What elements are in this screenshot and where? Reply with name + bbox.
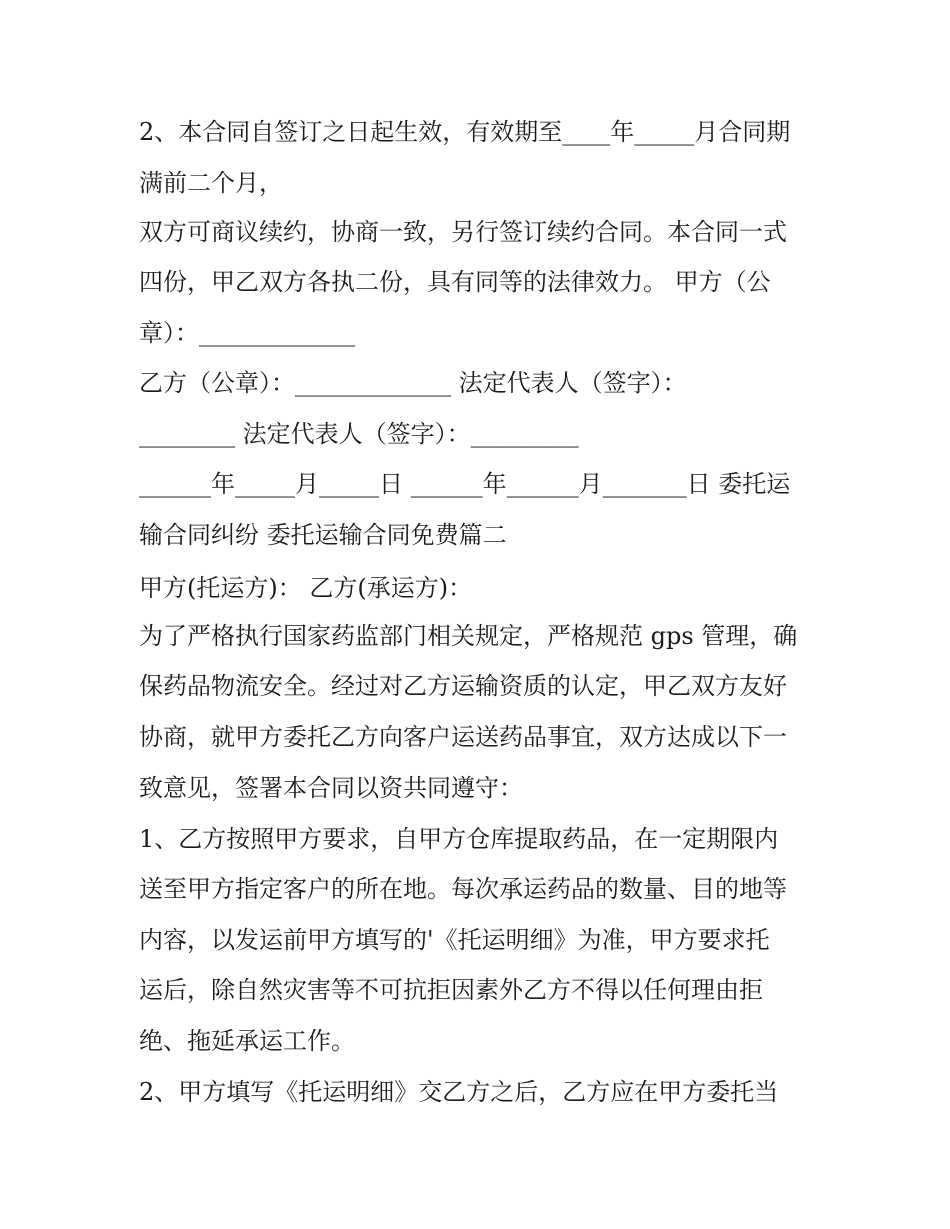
text-line: ______年_____月_____日 ______年______月_______日 委托运 — [139, 470, 791, 498]
text-line: 保药品物流安全。经过对乙方运输资质的认定，甲乙双方友好 — [139, 672, 787, 700]
text-line: 2、本合同自签订之日起生效，有效期至____年_____月合同期 — [139, 118, 791, 146]
text-line: 送至甲方指定客户的所在地。每次承运药品的数量、目的地等 — [139, 875, 787, 903]
text-line: 内容，以发运前甲方填写的'《托运明细》为准，甲方要求托 — [139, 926, 770, 954]
text-line: 四份，甲乙双方各执二份，具有同等的法律效力。 甲方（公 — [139, 268, 771, 296]
text-line: 1、乙方按照甲方要求，自甲方仓库提取药品，在一定期限内 — [139, 825, 779, 853]
text-line: 绝、拖延承运工作。 — [139, 1027, 355, 1055]
text-line: 协商，就甲方委托乙方向客户运送药品事宜，双方达成以下一 — [139, 723, 787, 751]
text-line: 为了严格执行国家药监部门相关规定，严格规范 gps 管理，确 — [139, 622, 798, 650]
text-line: 甲方(托运方)： 乙方(承运方)： — [139, 574, 473, 602]
text-line: ________ 法定代表人（签字）：_________ — [139, 420, 579, 448]
text-line: 输合同纠纷 委托运输合同免费篇二 — [139, 521, 507, 549]
text-line: 章）：_____________ — [139, 319, 355, 347]
text-line: 满前二个月， — [139, 169, 283, 197]
text-line: 2、甲方填写《托运明细》交乙方之后，乙方应在甲方委托当 — [139, 1078, 779, 1106]
text-line: 致意见，签署本合同以资共同遵守： — [139, 774, 523, 802]
text-line: 乙方（公章）：_____________ 法定代表人（签字）： — [139, 369, 687, 397]
text-line: 双方可商议续约，协商一致，另行签订续约合同。本合同一式 — [139, 218, 787, 246]
text-line: 运后，除自然灾害等不可抗拒因素外乙方不得以任何理由拒 — [139, 976, 763, 1004]
